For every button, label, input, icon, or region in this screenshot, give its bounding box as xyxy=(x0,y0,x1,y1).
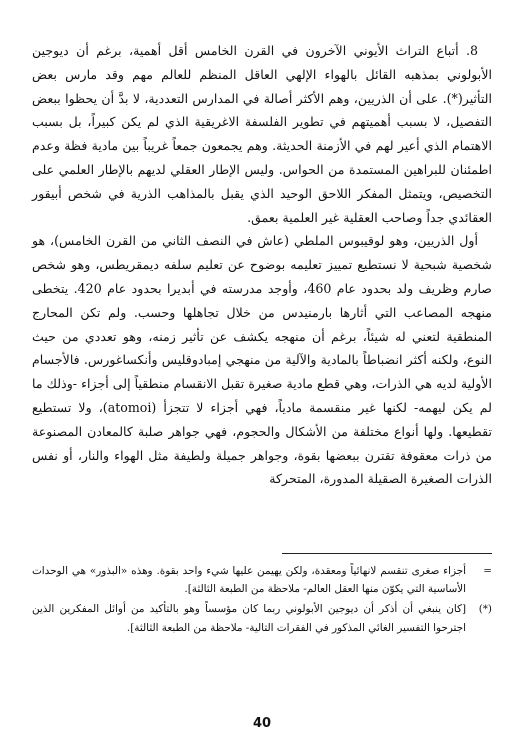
page-number: 40 xyxy=(252,716,272,731)
footnote-text: أجزاء صغرى تنقسم لانهائياً ومعقدة، ولكن يهيمن عليها شيء واحد بقوة. وهذه «البذور» هي الوحدات الأساسية التي يكوّن منها العقل العالم- ملاحظة من الطبعة الثالثة]. xyxy=(32,565,466,596)
footnote-separator xyxy=(282,553,492,554)
footnote xyxy=(32,562,492,598)
paragraph-ionian-atomists: 8. أتباع التراث الأيوني الآخرون في القرن الخامس أقل أهمية، برغم أن ديوجين الأبولوني بمذهبه القائل بالهواء الإلهي العاقل المنظم للعالم مهم وقد مارس بعض التأثير(*). على أن الذريين، وهم الأكثر أصالة في المدارس التعددية، لا بدَّ أن يحظوا ببعض التفصيل، لا بسبب أهميتهم في تطوير الفلسفة الاغريقية الذي لم يكن كبيراً، بل بسبب الاهتمام الذي أعير لهم في الأزمنة الحديثة. وهم يجمعون جمعاً غريباً بين مادية فظة وعدم اطمئنان للبراهين المستمدة من الحواس. وليس الإطار العقلي لديهم بالإطار العلمي على التخصيص، ويتمثل المفكر اللاحق الوحيد الذي يقبل بالمذاهب الذرية في شخص أبيقور العقائدي جداً وصاحب العقلية غير العلمية بعمق. xyxy=(32,43,492,225)
footnotes xyxy=(32,562,492,639)
main-text xyxy=(32,39,492,491)
paragraph-leucippus: أول الذريين، وهو لوقيبوس الملطي (عاش في النصف الثاني من القرن الخامس)، هو شخصية شبحية لا نستطيع تمييز تعليمه بوضوح عن تعليم سلفه ديمقريطس، وهو شخص صارم وظريف ولد بحدود عام 460، وأوجد مدرسته في أبديرا بحدود عام 420. يتخطى منهجه المصاعب التي أثارها بارمنيدس من خلال تجاهلها وحسب. ولم تكن المحارج المنطقية لتعني له شيئاً، برغم أن منهجه يكشف عن تأثير زمنه، وهو تعددي من حيث النوع، ولكنه أكثر انضباطاً بالمادية والآلية من منهجي إمبادوقليس وأنكساغورس. فالأجسام الأولية لديه هي الذرات، وهي قطع مادية صغيرة تقبل الانقسام منطقياً إلى أجزاء -وذلك ما لم يكن ليهمه- لكنها غير منقسمة مادياً، فهي أجزاء لا تتجزأ (atomoi)، ولا تستطيع تقطيعها. ولها أنواع مختلفة من الأشكال والحجوم، فهي جواهر صلبة كالمعادن المصنوعة من ذرات معقوفة تقترن ببعضها بقوة، وجواهر جميلة ولطيفة مثل الهواء والنار، أو نفس الذرات الصغيرة الصقيلة المدورة، المتحركة xyxy=(32,233,493,487)
footnote-text: [كان ينبغي أن أذكر أن ديوجين الأبولوني ربما كان مؤسساً وهو بالتأكيد من أوائل المفكرين الذين اجترحوا التفسير الغائي المذكور في الفقرات التالية- ملاحظة من الطبعة الثالثة]. xyxy=(32,603,466,634)
footnote-marker: (*) xyxy=(478,603,492,616)
footnote xyxy=(32,600,492,636)
footnote-marker: = xyxy=(483,565,492,577)
